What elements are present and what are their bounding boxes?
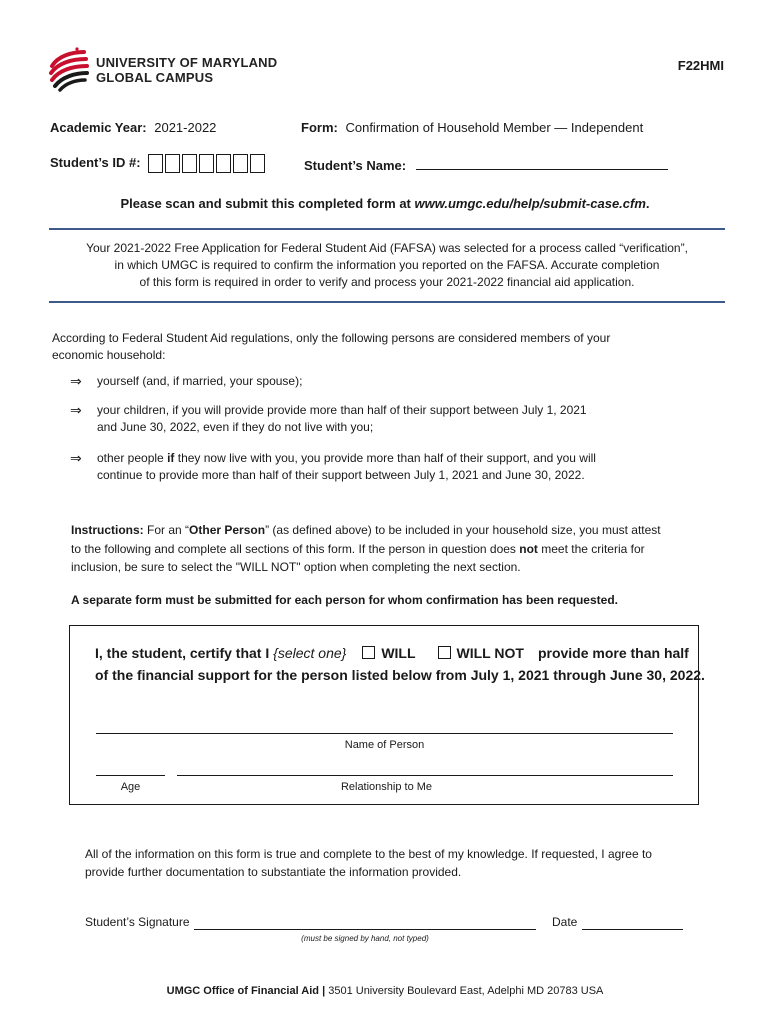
student-name-field (304, 157, 668, 173)
household-line: According to Federal Student Aid regulations, only the following persons are considered members of your (52, 331, 611, 345)
household-definition (52, 330, 610, 364)
arrow-right-icon: ⇒ (70, 450, 82, 466)
student-name-input-line[interactable] (416, 157, 668, 170)
form-code: F22HMI (677, 58, 724, 73)
select-one-hint: {select one} (273, 645, 347, 661)
divider-bottom (49, 301, 725, 303)
submit-instruction (0, 196, 770, 211)
signature-label: Student’s Signature (85, 915, 190, 929)
instructions (71, 521, 661, 577)
footer-contact (0, 985, 770, 997)
bullet-text: yourself (and, if married, your spouse); (97, 374, 303, 388)
arrow-right-icon: ⇒ (70, 402, 82, 418)
footer-address: 3501 University Boulevard East, Adelphi MD 20783 USA (328, 985, 604, 997)
household-line: economic household: (52, 348, 166, 362)
person-name-caption: Name of Person (344, 739, 425, 751)
fafsa-intro (49, 240, 725, 291)
household-bullet-other-people (70, 450, 596, 484)
attestation-line: All of the information on this form is true and complete to the best of my knowledge. If requested, I agree to (85, 847, 652, 861)
instructions-text: ” (as defined above) to be included in your household size, you must attest (265, 523, 661, 537)
will-option-label: WILL (381, 645, 416, 661)
attestation (85, 845, 652, 881)
separate-form-note: A separate form must be submitted for each person for whom confirmation has been requested. (71, 593, 618, 607)
bullet-text-part: other people (97, 451, 168, 465)
instructions-line: inclusion, be sure to select the "WILL NOT" option when completing the next section. (71, 560, 521, 574)
arrow-right-icon: ⇒ (70, 373, 82, 389)
academic-year-label: Academic Year: (50, 120, 147, 135)
certification-box (69, 625, 705, 805)
instructions-line (71, 521, 661, 540)
footer-office: UMGC Office of Financial Aid (166, 985, 320, 997)
age-caption: Age (120, 781, 141, 793)
certification-text: provide more than half (537, 645, 689, 661)
instructions-text: to the following and complete all sections of this form. If the person in question does (71, 541, 520, 556)
academic-year-field (50, 120, 216, 135)
instructions-line (71, 540, 661, 559)
logo-campus-name: GLOBAL CAMPUS (96, 70, 214, 85)
submit-instruction-prefix: Please scan and submit this completed form at (120, 196, 415, 211)
academic-year-value: 2021-2022 (154, 120, 217, 135)
divider-top (49, 228, 725, 230)
instructions-text: For an “ (143, 523, 190, 537)
person-name-input-line[interactable] (96, 733, 673, 734)
relationship-input-line[interactable] (177, 775, 673, 776)
age-input-line[interactable] (96, 775, 165, 776)
student-id-digit-box[interactable] (199, 154, 214, 173)
bullet-text: and June 30, 2022, even if they do not live with you; (97, 420, 374, 434)
student-id-digit-box[interactable] (148, 154, 163, 173)
instructions-label: Instructions: (71, 523, 144, 537)
will-checkbox[interactable] (362, 646, 375, 659)
footer-separator: | (319, 985, 329, 997)
bullet-text: your children, if you will provide provide more than half of their support between July 1, 2021 (97, 403, 587, 417)
instructions-text: meet the criteria for (537, 541, 645, 556)
bullet-text (97, 450, 596, 467)
student-id-boxes[interactable] (148, 154, 265, 173)
form-title-value: Confirmation of Household Member — Independent (345, 120, 644, 135)
intro-line: of this form is required in order to verify and process your 2021-2022 financial aid application. (139, 275, 635, 289)
certification-statement (95, 645, 689, 661)
bullet-text: continue to provide more than half of their support between July 1, 2021 and June 30, 2022. (97, 468, 585, 482)
student-id-digit-box[interactable] (216, 154, 231, 173)
intro-line: Your 2021-2022 Free Application for Federal Student Aid (FAFSA) was selected for a process called “verification”, (86, 241, 688, 255)
household-bullet-yourself (70, 373, 303, 390)
student-id-field (50, 154, 265, 173)
signature-note: (must be signed by hand, not typed) (301, 934, 429, 943)
signature-input-line[interactable] (194, 929, 536, 930)
bullet-text-part: they now live with you, you provide more than half of their support, and you will (174, 451, 596, 465)
household-bullet-children (70, 402, 587, 436)
instructions-emphasis: Other Person (189, 523, 266, 537)
submit-url-link[interactable]: www.umgc.edu/help/submit-case.cfm (414, 196, 646, 211)
intro-line: in which UMGC is required to confirm the information you reported on the FAFSA. Accurate completion (114, 258, 660, 272)
form-title-field (301, 120, 643, 135)
student-id-digit-box[interactable] (182, 154, 197, 173)
date-input-line[interactable] (582, 929, 683, 930)
certification-text: I, the student, certify that I (95, 645, 274, 661)
attestation-line: provide further documentation to substantiate the information provided. (85, 865, 462, 879)
logo-university-name: UNIVERSITY OF MARYLAND (96, 55, 278, 70)
student-name-label: Student’s Name: (304, 158, 407, 173)
form-label: Form: (301, 120, 338, 135)
student-id-digit-box[interactable] (165, 154, 180, 173)
will-not-option-label: WILL NOT (456, 645, 524, 661)
student-id-digit-box[interactable] (250, 154, 265, 173)
student-id-digit-box[interactable] (233, 154, 248, 173)
certification-period: of the financial support for the person listed below from July 1, 2021 through June 30, 2022. (95, 667, 705, 683)
will-not-checkbox[interactable] (438, 646, 451, 659)
bullet-text-emphasis: if (167, 451, 175, 465)
date-label: Date (552, 915, 578, 929)
submit-instruction-suffix: . (645, 196, 650, 211)
student-id-label: Student’s ID #: (50, 154, 141, 170)
relationship-caption: Relationship to Me (340, 781, 433, 793)
umgc-logo-icon (48, 46, 90, 92)
instructions-emphasis: not (519, 541, 538, 556)
